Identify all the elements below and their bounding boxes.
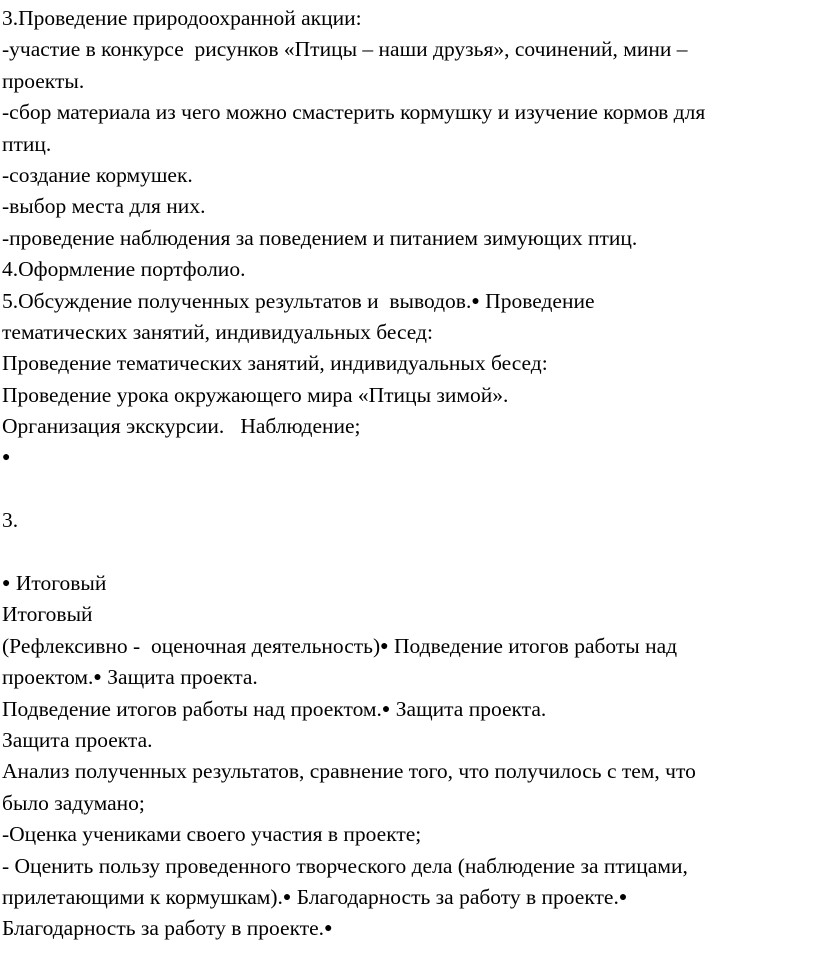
line-text: Подведение итогов работы над проектом.: [2, 696, 382, 721]
text-line: Анализ полученных результатов, сравнение того, что получилось с тем, что: [2, 759, 696, 784]
text-line: [2, 568, 810, 599]
line-text: Защита проекта.: [390, 696, 547, 721]
text-line: [2, 694, 810, 725]
text-line: проекты.: [2, 68, 85, 93]
bullet-icon: ●: [2, 576, 11, 592]
text-line: 3.Проведение природоохранной акции:: [2, 6, 362, 30]
text-line: -участие в конкурсе рисунков «Птицы – наши друзья», сочинений, мини –: [2, 37, 688, 62]
blank-line: [2, 537, 810, 568]
line-text: Защита проекта.: [101, 665, 258, 690]
line-text: Итоговый: [10, 571, 107, 596]
text-line: было задумано;: [2, 790, 145, 815]
text-line: [2, 882, 810, 913]
text-line: тематических занятий, индивидуальных бесед:: [2, 319, 433, 344]
text-line: 3.: [2, 508, 19, 533]
text-line: [2, 913, 810, 944]
line-text: прилетающими к кормушкам).: [2, 884, 283, 909]
text-line: [2, 631, 810, 662]
text-line: -сбор материала из чего можно смастерить кормушку и изучение кормов для: [2, 100, 706, 125]
document-body: [2, 3, 810, 945]
bullet-icon: ●: [324, 921, 333, 937]
line-text: Проведение: [479, 288, 595, 313]
blank-line: [2, 474, 810, 505]
line-text: (Рефлексивно - оценочная деятельность): [2, 633, 381, 658]
text-line: - Оценить пользу проведенного творческого дела (наблюдение за птицами,: [2, 853, 688, 878]
bullet-icon: ●: [381, 701, 391, 717]
text-line: Проведение тематических занятий, индивидуальных бесед:: [2, 351, 548, 376]
bullet-icon: ●: [93, 670, 102, 686]
text-line: -Оценка учениками своего участия в проекте;: [2, 822, 422, 847]
text-line: Проведение урока окружающего мира «Птицы зимой».: [2, 382, 509, 407]
line-text: проектом.: [2, 665, 94, 690]
text-line: [2, 286, 810, 317]
bullet-icon: ●: [2, 450, 11, 466]
bullet-icon: ●: [618, 889, 628, 905]
text-line: [2, 442, 810, 473]
bullet-icon: ●: [471, 293, 480, 309]
line-text: Подведение итогов работы над: [388, 633, 678, 658]
line-text: Благодарность за работу в проекте.: [2, 916, 325, 941]
text-line: Итоговый: [2, 602, 93, 627]
bullet-icon: ●: [282, 889, 292, 905]
text-line: -проведение наблюдения за поведением и питанием зимующих птиц.: [2, 225, 638, 250]
bullet-icon: ●: [380, 638, 389, 654]
text-line: Организация экскурсии. Наблюдение;: [2, 414, 361, 439]
text-line: 4.Оформление портфолио.: [2, 257, 246, 282]
text-line: -создание кормушек.: [2, 162, 193, 187]
text-line: Защита проекта.: [2, 727, 153, 752]
text-line: [2, 662, 810, 693]
line-text: Благодарность за работу в проекте.: [291, 884, 619, 909]
line-text: 5.Обсуждение полученных результатов и выводов.: [2, 288, 472, 313]
text-line: -выбор места для них.: [2, 194, 206, 219]
text-line: птиц.: [2, 131, 52, 156]
